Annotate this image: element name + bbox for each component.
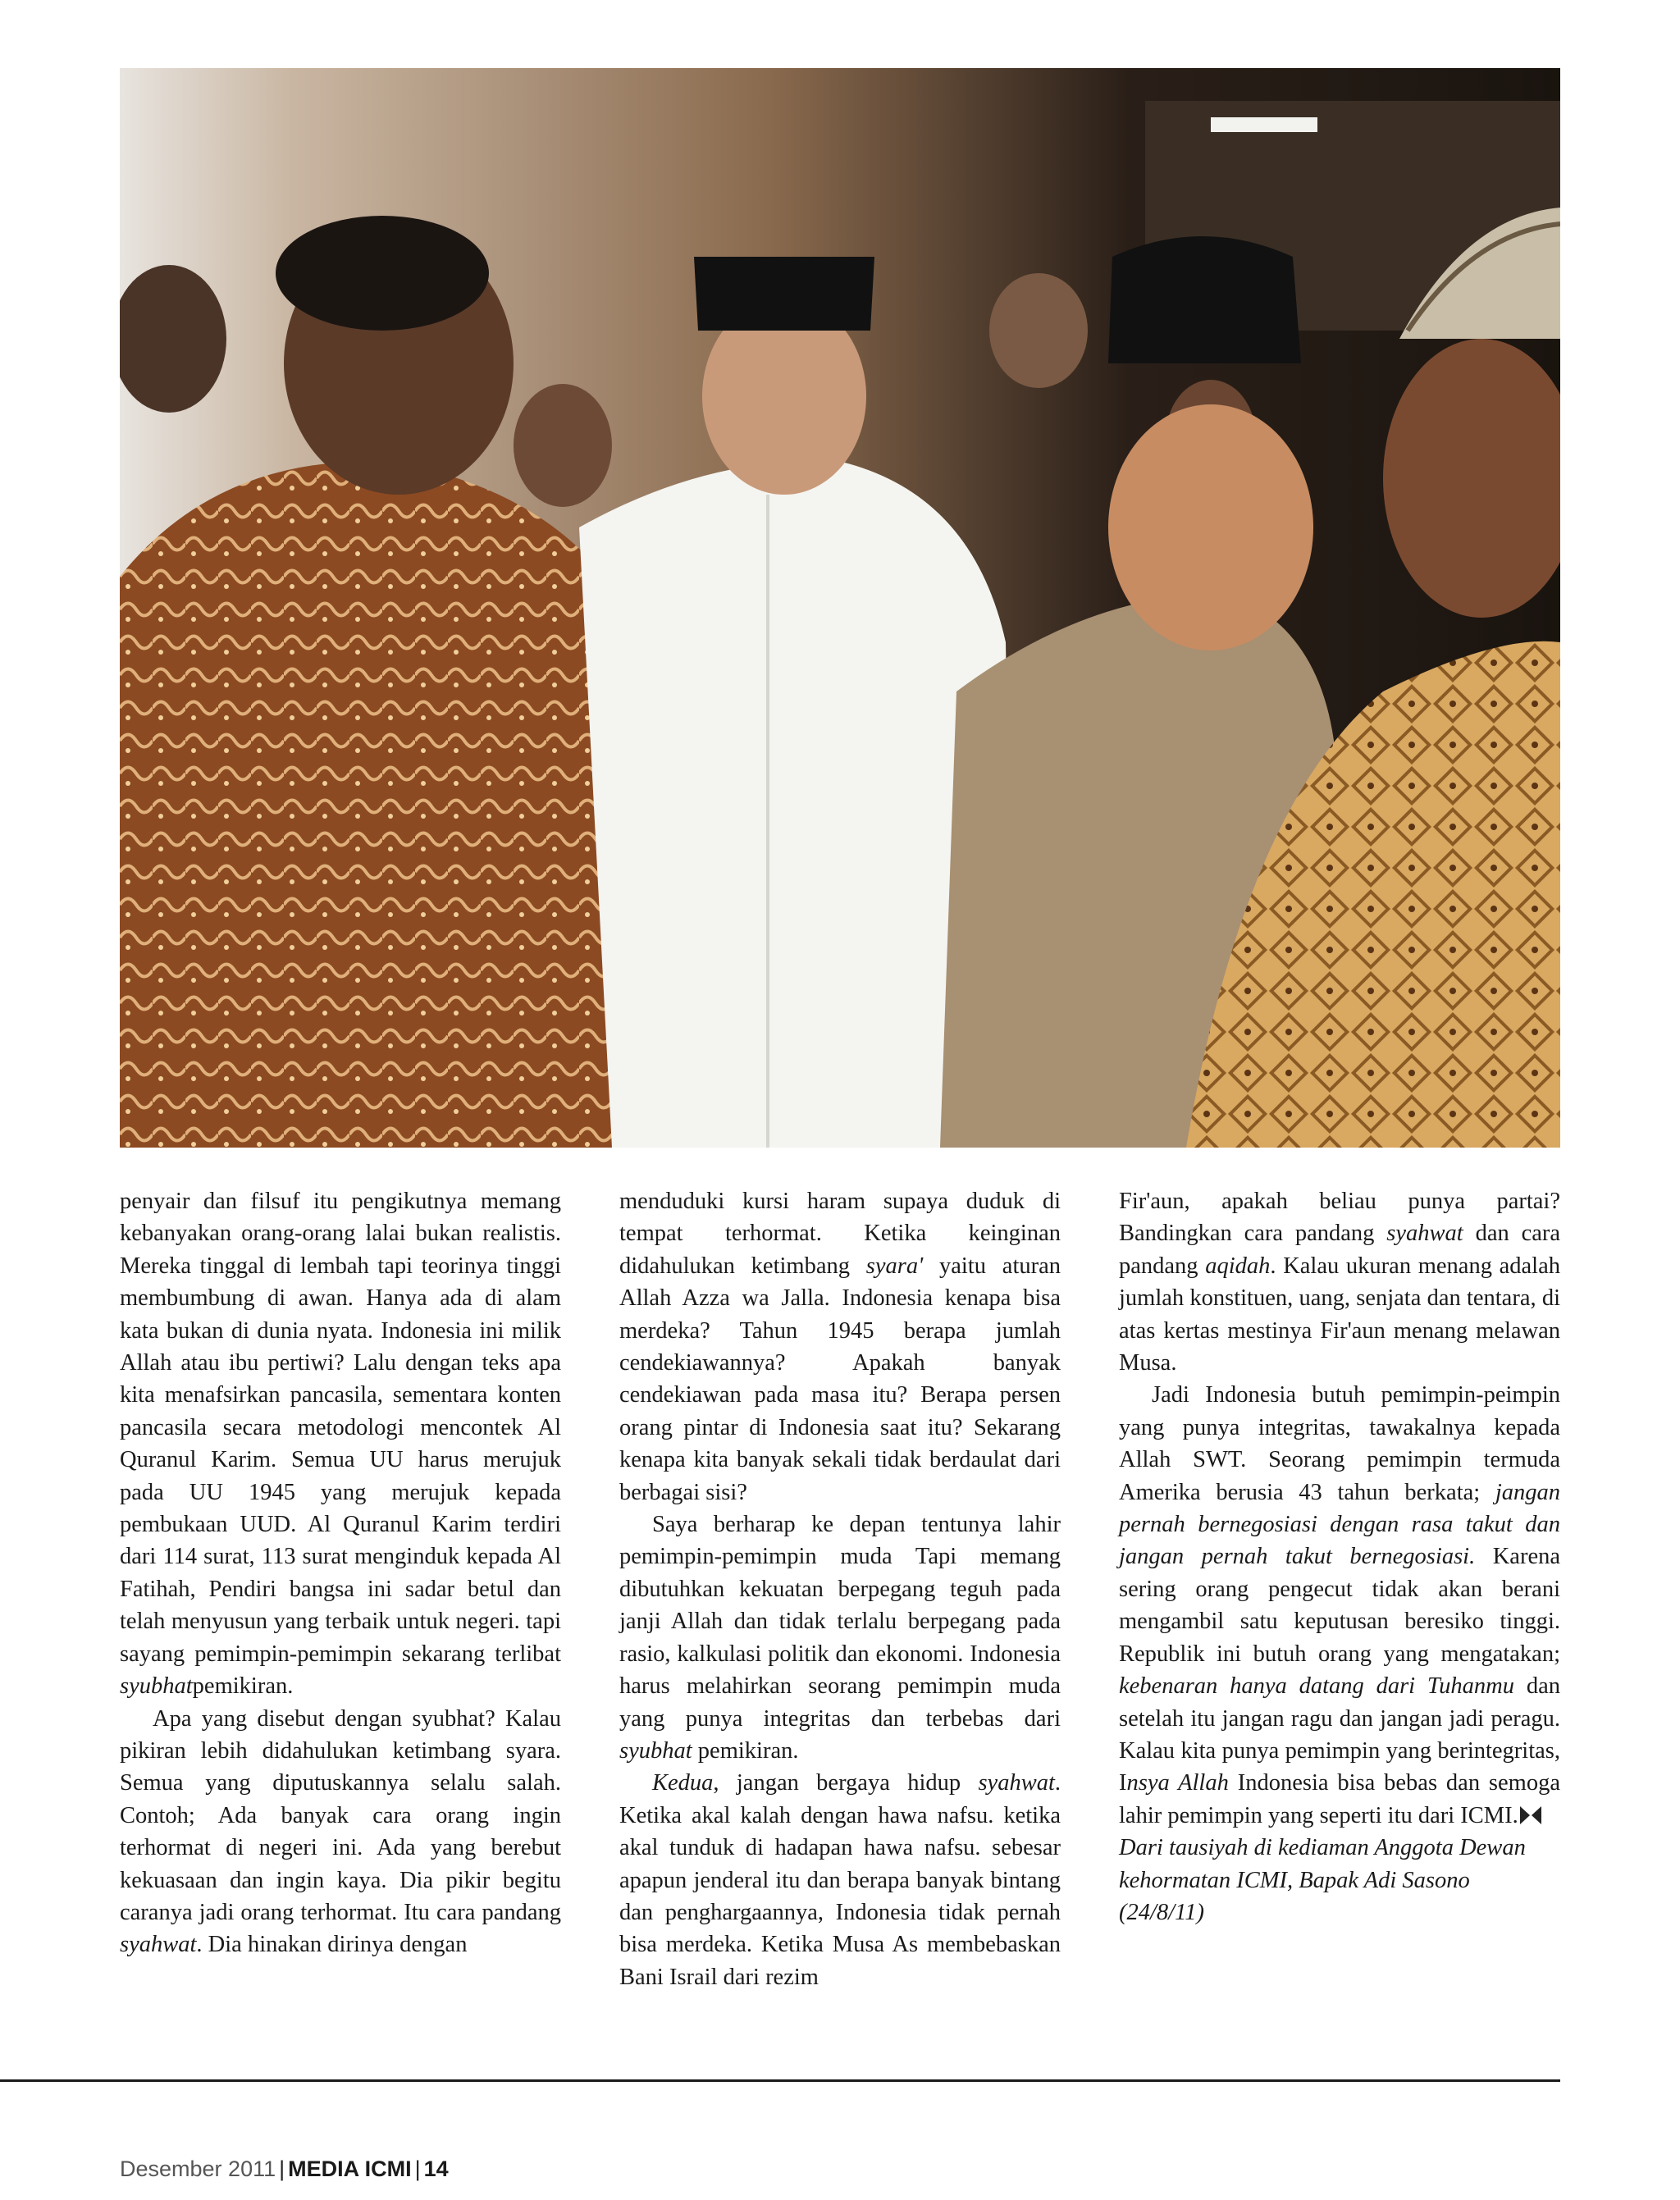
article-column-1	[120, 1185, 561, 2030]
paragraph: Saya berharap ke depan tentunya lahir pemimpin-pemimpin muda Tapi memang dibutuhkan kekuatan berpegang teguh pada janji Allah dan tidak terlalu berpegang pada rasio, kalkulasi politik dan ekonomi. Indonesia harus melahirkan seorang pemimpin muda yang punya integritas dan terbebas dari syubhat pemikiran.	[619, 1512, 1061, 1764]
article-column-2	[619, 1185, 1061, 2030]
article-credit: Dari tausiyah di kediaman Anggota Dewan kehormatan ICMI, Bapak Adi Sasono (24/8/11)	[1119, 1835, 1526, 1925]
end-mark-icon	[1518, 1805, 1543, 1826]
paragraph: menduduki kursi haram supaya duduk di tempat terhormat. Ketika keinginan didahulukan ketimbang syara' yaitu aturan Allah Azza wa Jalla. Indonesia kenapa bisa merdeka? Tahun 1945 berapa jumlah cendekiawannya? Apakah banyak cendekiawan pada masa itu? Berapa persen orang pintar di Indonesia saat itu? Sekarang kenapa kita banyak sekali tidak berdaulat dari berbagai sisi?	[619, 1189, 1061, 1505]
issue-date: Desember 2011	[120, 2157, 276, 2181]
photo-illustration	[120, 68, 1560, 1148]
article-column-3	[1119, 1185, 1560, 2030]
footer-rule	[0, 2079, 1560, 2082]
paragraph: Fir'aun, apakah beliau punya partai? Bandingkan cara pandang syahwat dan cara pandang aqidah. Kalau ukuran menang adalah jumlah konstituen, uang, senjata dan tentara, di atas kertas mestinya Fir'aun menang melawan Musa.	[1119, 1189, 1561, 1376]
article-body	[120, 1185, 1560, 2030]
article-photo	[120, 68, 1560, 1148]
footer-separator: |	[414, 2157, 421, 2181]
paragraph: Apa yang disebut dengan syubhat? Kalau pikiran lebih didahulukan ketimbang syara. Semua yang diputuskannya selalu salah. Contoh; Ada banyak cara orang ingin terhormat di negeri ini. Ada yang berebut kekuasaan dan ingin kaya. Dia pikir begitu caranya jadi orang terhormat. Itu cara pandang syahwat. Dia hinakan dirinya dengan	[120, 1705, 561, 1958]
footer-separator: |	[279, 2157, 285, 2181]
page-number: 14	[423, 2157, 449, 2181]
magazine-name: MEDIA ICMI	[288, 2157, 412, 2181]
paragraph: penyair dan filsuf itu pengikutnya memang kebanyakan orang-orang lalai bukan realistis. Mereka tinggal di lembah tapi teorinya tinggi membumbung di awan. Hanya ada di alam kata bukan di dunia nyata. Indonesia ini milik Allah atau ibu pertiwi? Lalu dengan teks apa kita menafsirkan pancasila, sementara konten pancasila secara metodologi mencontek Al Quranul Karim. Semua UU harus merujuk pada UU 1945 yang merujuk kepada pembukaan UUD. Al Quranul Karim terdiri dari 114 surat, 113 surat menginduk kepada Al Fatihah, Pendiri bangsa ini sadar betul dan telah menyusun yang terbaik untuk negeri. tapi sayang pemimpin-pemimpin sekarang terlibat syubhatpemikiran.	[120, 1189, 561, 1700]
page-footer	[120, 2156, 449, 2182]
paragraph: Kedua, jangan bergaya hidup syahwat. Ketika akal kalah dengan hawa nafsu. ketika akal tunduk di hadapan hawa nafsu. sebesar apapun jenderal itu dan berapa banyak bintang dan penghargaannya, Indonesia tidak pernah bisa merdeka. Ketika Musa As membebaskan Bani Israil dari rezim	[619, 1770, 1061, 1990]
paragraph: Jadi Indonesia butuh pemimpin-peimpin yang punya integritas, tawakalnya kepada Allah SWT. Seorang pemimpin termuda Amerika berusia 43 tahun berkata; jangan pernah bernegosiasi dengan rasa takut dan jangan pernah takut bernegosiasi. Karena sering orang pengecut tidak akan berani mengambil satu keputusan beresiko tinggi. Republik ini butuh orang yang mengatakan; kebenaran hanya datang dari Tuhanmu dan setelah itu jangan ragu dan jangan jadi peragu. Kalau kita punya pemimpin yang berintegritas, Insya Allah Indonesia bisa bebas dan semoga lahir pemimpin yang seperti itu dari ICMI.	[1119, 1382, 1561, 1828]
